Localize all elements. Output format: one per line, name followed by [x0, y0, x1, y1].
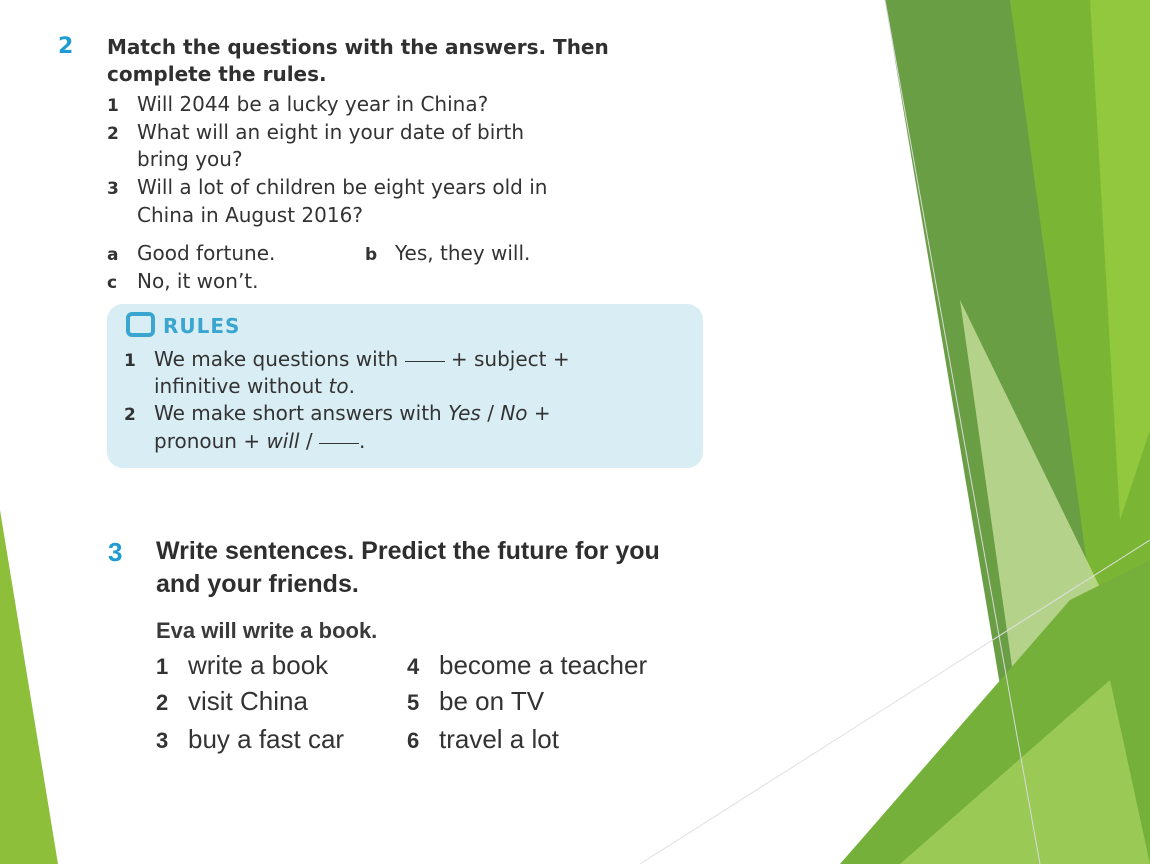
answer-b [365, 241, 530, 265]
exercise-3-title-line2: and your friends. [156, 570, 359, 598]
item-number: 5 [407, 690, 420, 715]
rule-2-line2-a: pronoun + [154, 429, 261, 453]
question-3-cont: China in August 2016? [137, 203, 363, 227]
exercise-3-title-line1: Write sentences. Predict the future for you [156, 537, 660, 565]
rule-2-no: No [500, 401, 528, 425]
example-sentence: Eva will write a book. [156, 618, 378, 643]
question-number: 3 [107, 179, 119, 199]
exercise-2-number: 2 [58, 34, 74, 59]
rule-2-slash: / [487, 401, 494, 425]
rules-heading [126, 312, 240, 338]
exercise-2-title-line2: complete the rules. [107, 62, 327, 86]
rule-2-line2-slash: / [305, 429, 313, 453]
exercise-3-item-5 [407, 686, 544, 717]
rule-1-line2-c: . [348, 374, 355, 398]
answer-letter: a [107, 245, 119, 265]
rule-2-plus: + [533, 401, 551, 425]
answer-letter: b [365, 245, 378, 265]
exercise-3-item-1 [156, 650, 328, 681]
item-number: 2 [156, 690, 169, 715]
answer-a [107, 241, 275, 265]
item-text: buy a fast car [188, 724, 345, 754]
rule-2-line2-end: . [358, 429, 366, 453]
rules-ring-icon [126, 312, 155, 337]
fill-in-blank [405, 361, 445, 362]
rule-number: 2 [124, 405, 136, 425]
question-2-cont: bring you? [137, 147, 243, 171]
rule-2-text-a: We make short answers with [154, 401, 442, 425]
exercise-3-number: 3 [108, 537, 123, 567]
question-text: Will a lot of children be eight years old in [137, 175, 548, 199]
question-text: Will 2044 be a lucky year in China? [137, 92, 489, 116]
question-1 [107, 92, 488, 116]
item-text: travel a lot [439, 724, 559, 754]
rule-2 [124, 401, 551, 425]
exercise-3-item-3 [156, 724, 344, 755]
item-number: 6 [407, 728, 420, 753]
item-text: write a book [188, 650, 329, 680]
exercise-3-item-2 [156, 686, 308, 717]
rule-2-line2-will: will [266, 429, 300, 453]
item-text: become a teacher [439, 650, 648, 680]
question-3 [107, 175, 547, 199]
rule-1-line2-b: to [328, 374, 349, 398]
rule-1-cont [154, 374, 355, 398]
item-number: 3 [156, 728, 169, 753]
item-text: visit China [188, 686, 308, 716]
rule-1-text-a: We make questions with [154, 347, 399, 371]
question-text: What will an eight in your date of birth [137, 120, 525, 144]
rule-1-line2-a: infinitive without [154, 374, 323, 398]
answer-text: Good fortune. [137, 241, 276, 265]
answer-text: Yes, they will. [395, 241, 531, 265]
left-green-shape [0, 510, 58, 864]
exercise-2-title-line1: Match the questions with the answers. Then [107, 35, 609, 59]
answer-c [107, 269, 259, 293]
item-number: 4 [407, 654, 420, 679]
exercise-3-item-4 [407, 650, 647, 681]
rule-1-text-b: + subject + [450, 347, 570, 371]
item-number: 1 [156, 654, 169, 679]
answer-text: No, it won’t. [137, 269, 259, 293]
rule-number: 1 [124, 351, 136, 371]
question-number: 2 [107, 124, 119, 144]
rule-2-yes: Yes [448, 401, 481, 425]
question-2 [107, 120, 524, 144]
item-text: be on TV [439, 686, 545, 716]
exercise-3-item-6 [407, 724, 559, 755]
fill-in-blank [319, 443, 359, 444]
rule-2-cont [154, 429, 365, 453]
answer-letter: c [107, 273, 118, 293]
question-number: 1 [107, 96, 119, 116]
rules-heading-text: RULES [163, 314, 241, 338]
rule-1 [124, 347, 570, 371]
